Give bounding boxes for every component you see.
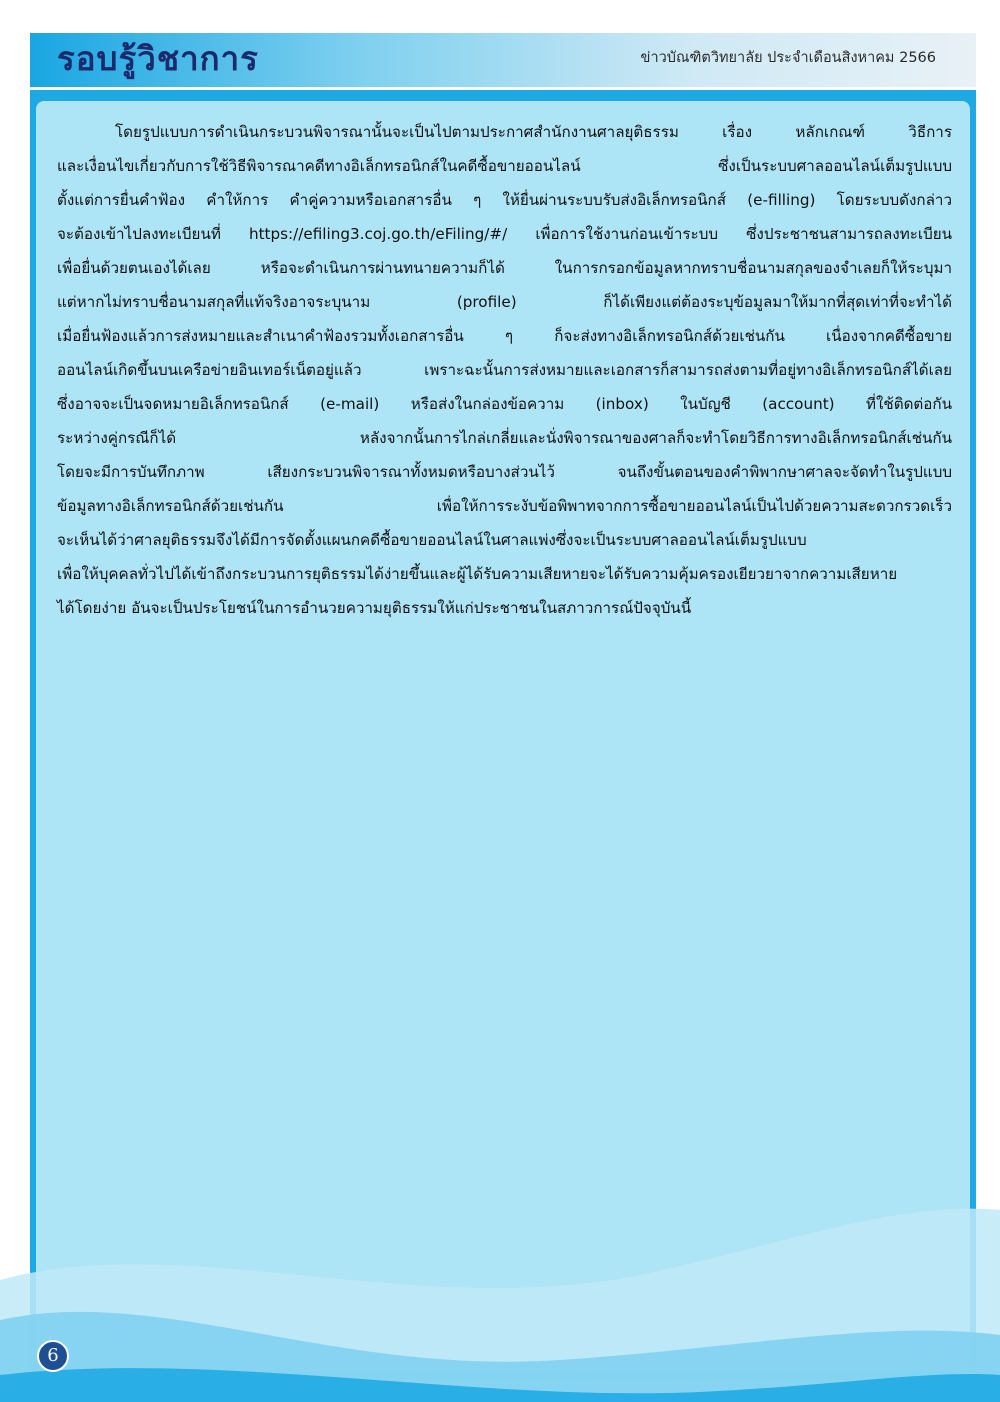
article-line: ระหว่างคู่กรณีก็ได้ หลังจากนั้นการไกล่เกลี่ยและนั่งพิจารณาของศาลก็จะทำโดยวิธีการทางอิเล็กทรอนิกส์เช่นกัน (57, 429, 952, 447)
article-line: ตั้งแต่การยื่นคำฟ้อง คำให้การ คำคู่ความหรือเอกสารอื่น ๆ ให้ยื่นผ่านระบบรับส่งอิเล็กทรอนิกส์ (e-filling) โดยระบบดังกล่าว (57, 191, 952, 209)
article-line: โดยจะมีการบันทึกภาพ เสียงกระบวนพิจารณาทั้งหมดหรือบางส่วนไว้ จนถึงขั้นตอนของคำพิพากษาศาลจะจัดทำในรูปแบบ (57, 463, 952, 481)
article-line: ได้โดยง่าย อันจะเป็นประโยชน์ในการอำนวยความยุติธรรมให้แก่ประชาชนในสภาวการณ์ปัจจุบันนี้ (57, 599, 692, 617)
article-line: เพื่อยื่นด้วยตนเองได้เลย หรือจะดำเนินการผ่านทนายความก็ได้ ในการกรอกข้อมูลหากทราบชื่อนามสกุลของจำเลยก็ให้ระบุมา (57, 259, 952, 277)
article-line: ซึ่งอาจจะเป็นจดหมายอิเล็กทรอนิกส์ (e-mail) หรือส่งในกล่องข้อความ (inbox) ในบัญชี (account) ที่ใช้ติดต่อกัน (57, 395, 952, 413)
article-body (57, 115, 952, 625)
article-line: ข้อมูลทางอิเล็กทรอนิกส์ด้วยเช่นกัน เพื่อให้การระงับข้อพิพาทจากการซื้อขายออนไลน์เป็นไปด้วยความสะดวกรวดเร็ว (57, 497, 952, 515)
article-line: จะต้องเข้าไปลงทะเบียนที่ https://efiling3.coj.go.th/eFiling/#/ เพื่อการใช้งานก่อนเข้าระบบ ซึ่งประชาชนสามารถลงทะเบียน (57, 225, 952, 243)
article-line: ออนไลน์เกิดขึ้นบนเครือข่ายอินเทอร์เน็ตอยู่แล้ว เพราะฉะนั้นการส่งหมายและเอกสารก็สามารถส่งตามที่อยู่ทางอิเล็กทรอนิกส์ได้เลย (57, 361, 952, 379)
article-line: แต่หากไม่ทราบชื่อนามสกุลที่แท้จริงอาจระบุนาม (profile) ก็ได้เพียงแต่ต้องระบุข้อมูลมาให้มากที่สุดเท่าที่จะทำได้ (57, 293, 952, 311)
article-line: เพื่อให้บุคคลทั่วไปได้เข้าถึงกระบวนการยุติธรรมได้ง่ายขึ้นและผู้ได้รับความเสียหายจะได้รับความคุ้มครองเยียวยาจากความเสียหาย (57, 565, 898, 583)
article-line: โดยรูปแบบการดำเนินกระบวนพิจารณานั้นจะเป็นไปตามประกาศสำนักงานศาลยุติธรรม เรื่อง หลักเกณฑ์ วิธีการ (115, 123, 952, 141)
article-line: จะเห็นได้ว่าศาลยุติธรรมจึงได้มีการจัดตั้งแผนกคดีซื้อขายออนไลน์ในศาลแพ่งซึ่งจะเป็นระบบศาลออนไลน์เต็มรูปแบบ (57, 531, 807, 549)
newsletter-caption: ข่าวบัณฑิตวิทยาลัย ประจำเดือนสิงหาคม 2566 (640, 50, 936, 66)
section-title: รอบรู้วิชาการ (57, 39, 259, 78)
article-line: และเงื่อนไขเกี่ยวกับการใช้วิธีพิจารณาคดีทางอิเล็กทรอนิกส์ในคดีซื้อขายออนไลน์ ซึ่งเป็นระบบศาลออนไลน์เต็มรูปแบบ (57, 157, 952, 175)
page-number-badge: 6 (37, 1340, 69, 1372)
article-line: เมื่อยื่นฟ้องแล้วการส่งหมายและสำเนาคำฟ้องรวมทั้งเอกสารอื่น ๆ ก็จะส่งทางอิเล็กทรอนิกส์ด้วยเช่นกัน เนื่องจากคดีซื้อขาย (57, 327, 952, 345)
decorative-waves (0, 1170, 1000, 1402)
